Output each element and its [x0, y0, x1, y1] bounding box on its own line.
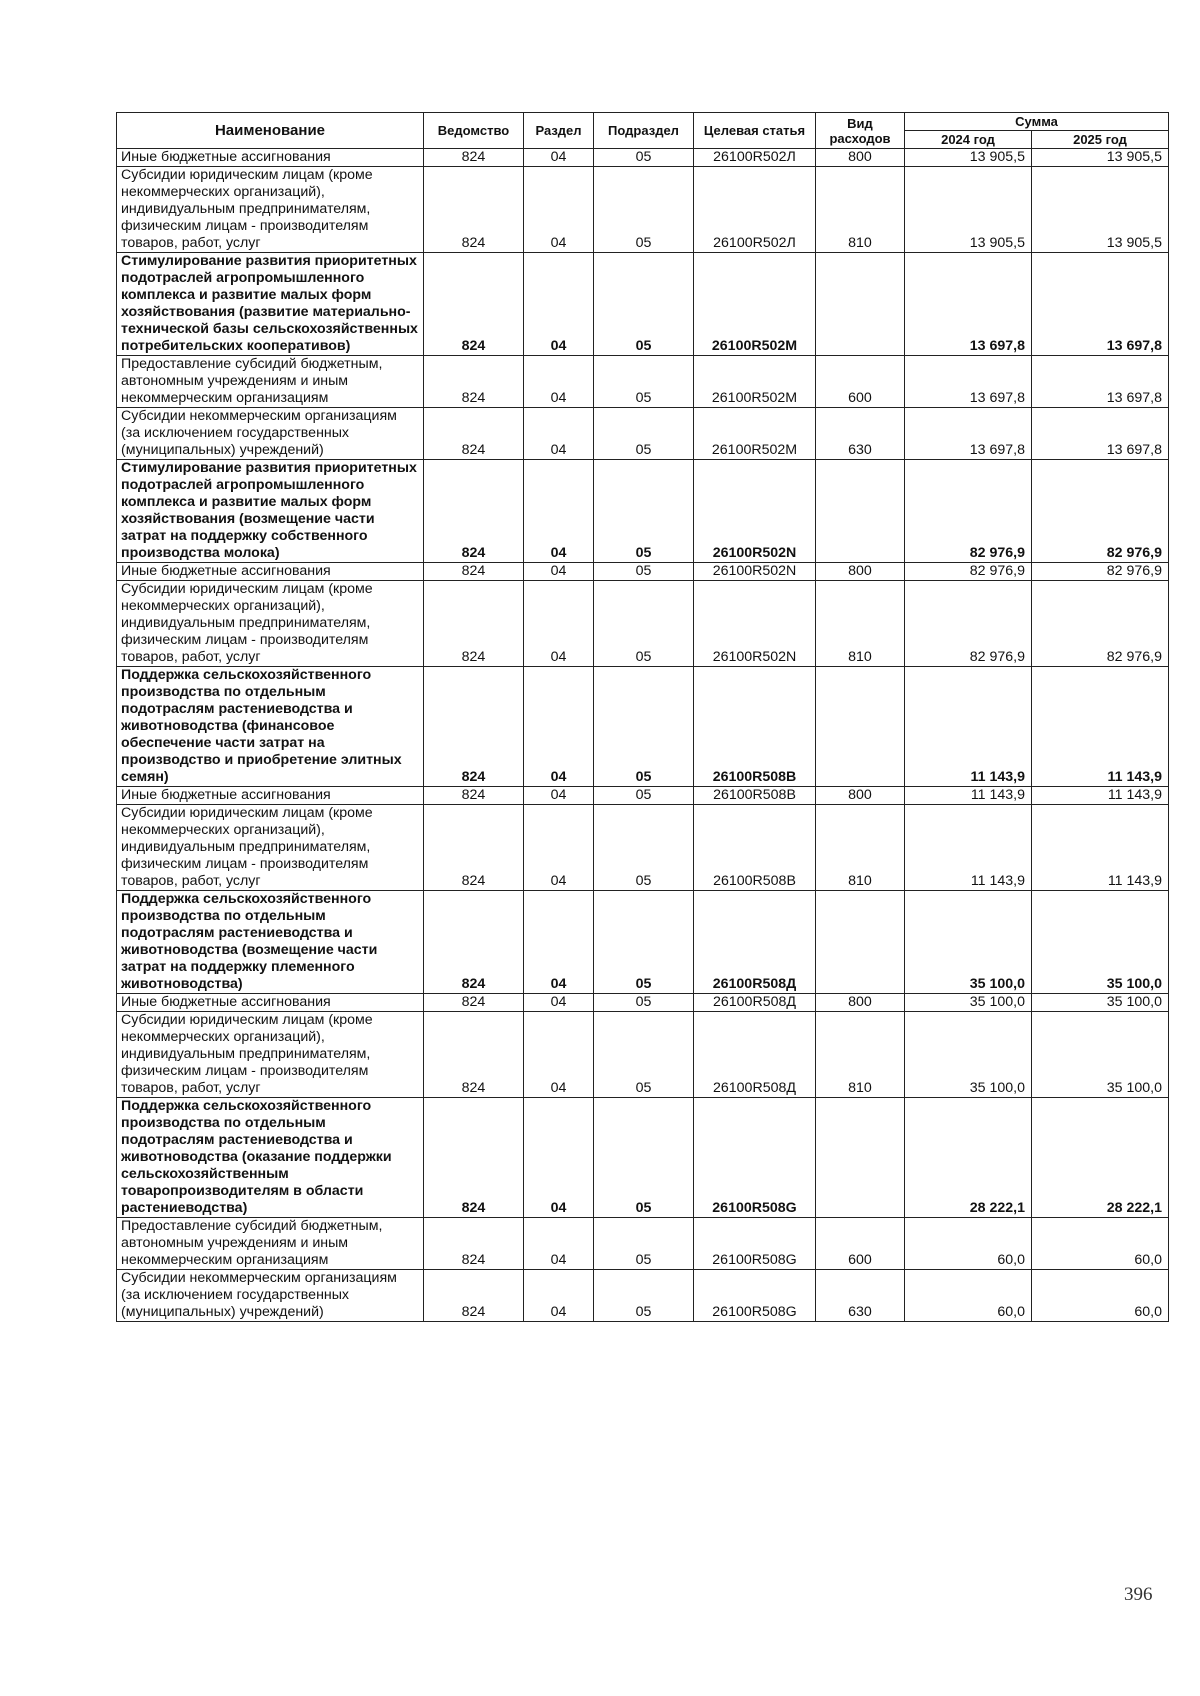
cell-section: 04 — [524, 1098, 594, 1218]
cell-department: 824 — [424, 994, 524, 1012]
cell-sum-2025: 11 143,9 — [1032, 667, 1169, 787]
header-department: Ведомство — [424, 113, 524, 149]
cell-expense-type: 800 — [816, 563, 905, 581]
table-header — [117, 113, 1169, 149]
cell-target-article: 26100R508B — [694, 805, 816, 891]
table-row — [117, 891, 1169, 994]
cell-department: 824 — [424, 1270, 524, 1322]
table-row — [117, 167, 1169, 253]
header-expense-type: Вид расходов — [816, 113, 905, 149]
cell-sum-2025: 35 100,0 — [1032, 1012, 1169, 1098]
cell-target-article: 26100R508B — [694, 787, 816, 805]
table-row — [117, 460, 1169, 563]
page-number: 396 — [1124, 1584, 1153, 1605]
cell-sum-2025: 60,0 — [1032, 1270, 1169, 1322]
cell-subsection: 05 — [594, 1270, 694, 1322]
cell-section: 04 — [524, 1270, 594, 1322]
cell-sum-2025: 13 697,8 — [1032, 356, 1169, 408]
cell-department: 824 — [424, 460, 524, 563]
cell-target-article: 26100R502N — [694, 581, 816, 667]
cell-expense-type: 800 — [816, 149, 905, 167]
cell-target-article: 26100R508B — [694, 667, 816, 787]
cell-name: Субсидии юридическим лицам (кроме некоммерческих организаций), индивидуальным предпринимателям, физическим лицам - производителям товаров, работ, услуг — [117, 167, 424, 253]
header-name: Наименование — [117, 113, 424, 149]
cell-target-article: 26100R508Д — [694, 891, 816, 994]
header-year-2025: 2025 год — [1032, 131, 1169, 149]
cell-department: 824 — [424, 408, 524, 460]
table-row — [117, 994, 1169, 1012]
cell-section: 04 — [524, 408, 594, 460]
cell-name: Субсидии юридическим лицам (кроме некоммерческих организаций), индивидуальным предпринимателям, физическим лицам - производителям товаров, работ, услуг — [117, 1012, 424, 1098]
cell-section: 04 — [524, 167, 594, 253]
cell-subsection: 05 — [594, 253, 694, 356]
table-row — [117, 356, 1169, 408]
cell-target-article: 26100R508Д — [694, 994, 816, 1012]
cell-section: 04 — [524, 667, 594, 787]
cell-expense-type: 630 — [816, 1270, 905, 1322]
cell-expense-type — [816, 667, 905, 787]
cell-department: 824 — [424, 356, 524, 408]
cell-sum-2024: 82 976,9 — [905, 563, 1032, 581]
cell-sum-2024: 13 905,5 — [905, 149, 1032, 167]
cell-expense-type: 810 — [816, 167, 905, 253]
cell-expense-type: 600 — [816, 356, 905, 408]
cell-subsection: 05 — [594, 356, 694, 408]
table-row — [117, 408, 1169, 460]
cell-department: 824 — [424, 805, 524, 891]
cell-department: 824 — [424, 1098, 524, 1218]
cell-target-article: 26100R502M — [694, 408, 816, 460]
cell-department: 824 — [424, 1012, 524, 1098]
cell-subsection: 05 — [594, 1218, 694, 1270]
cell-sum-2024: 60,0 — [905, 1218, 1032, 1270]
cell-expense-type: 600 — [816, 1218, 905, 1270]
table-row — [117, 667, 1169, 787]
cell-sum-2024: 35 100,0 — [905, 891, 1032, 994]
cell-subsection: 05 — [594, 805, 694, 891]
cell-target-article: 26100R508G — [694, 1270, 816, 1322]
cell-section: 04 — [524, 581, 594, 667]
cell-subsection: 05 — [594, 891, 694, 994]
cell-name: Предоставление субсидий бюджетным, автономным учреждениям и иным некоммерческим организациям — [117, 356, 424, 408]
header-target-article: Целевая статья — [694, 113, 816, 149]
cell-target-article: 26100R502Л — [694, 167, 816, 253]
cell-expense-type — [816, 891, 905, 994]
cell-expense-type: 800 — [816, 994, 905, 1012]
cell-subsection: 05 — [594, 167, 694, 253]
cell-sum-2025: 28 222,1 — [1032, 1098, 1169, 1218]
cell-sum-2025: 82 976,9 — [1032, 581, 1169, 667]
cell-target-article: 26100R508G — [694, 1218, 816, 1270]
cell-sum-2025: 13 905,5 — [1032, 149, 1169, 167]
cell-section: 04 — [524, 787, 594, 805]
cell-subsection: 05 — [594, 149, 694, 167]
budget-table — [116, 112, 1169, 1322]
table-row — [117, 1218, 1169, 1270]
cell-subsection: 05 — [594, 1098, 694, 1218]
table-row — [117, 1270, 1169, 1322]
cell-section: 04 — [524, 891, 594, 994]
cell-expense-type — [816, 460, 905, 563]
cell-subsection: 05 — [594, 563, 694, 581]
cell-department: 824 — [424, 167, 524, 253]
cell-name: Иные бюджетные ассигнования — [117, 787, 424, 805]
cell-name: Иные бюджетные ассигнования — [117, 149, 424, 167]
table-row — [117, 563, 1169, 581]
cell-sum-2025: 35 100,0 — [1032, 994, 1169, 1012]
cell-name: Поддержка сельскохозяйственного производства по отдельным подотраслям растениеводства и животноводства (возмещение части затрат на поддержку племенного животноводства) — [117, 891, 424, 994]
table-row — [117, 581, 1169, 667]
header-year-2024: 2024 год — [905, 131, 1032, 149]
cell-sum-2025: 11 143,9 — [1032, 805, 1169, 891]
cell-sum-2024: 82 976,9 — [905, 460, 1032, 563]
table-row — [117, 1012, 1169, 1098]
cell-sum-2024: 11 143,9 — [905, 805, 1032, 891]
cell-subsection: 05 — [594, 667, 694, 787]
cell-target-article: 26100R502M — [694, 356, 816, 408]
cell-name: Стимулирование развития приоритетных подотраслей агропромышленного комплекса и развитие малых форм хозяйствования (развитие материально-технической базы сельскохозяйственных потребительских кооперативов) — [117, 253, 424, 356]
cell-department: 824 — [424, 891, 524, 994]
cell-target-article: 26100R502Л — [694, 149, 816, 167]
cell-subsection: 05 — [594, 1012, 694, 1098]
cell-sum-2024: 13 697,8 — [905, 408, 1032, 460]
cell-section: 04 — [524, 1012, 594, 1098]
cell-expense-type: 800 — [816, 787, 905, 805]
cell-target-article: 26100R502M — [694, 253, 816, 356]
cell-sum-2024: 13 905,5 — [905, 167, 1032, 253]
cell-expense-type — [816, 253, 905, 356]
table-body — [117, 149, 1169, 1322]
cell-target-article: 26100R502N — [694, 563, 816, 581]
cell-subsection: 05 — [594, 460, 694, 563]
cell-department: 824 — [424, 787, 524, 805]
header-sum: Сумма — [905, 113, 1169, 131]
cell-section: 04 — [524, 356, 594, 408]
cell-subsection: 05 — [594, 581, 694, 667]
cell-subsection: 05 — [594, 787, 694, 805]
cell-sum-2025: 82 976,9 — [1032, 460, 1169, 563]
cell-name: Субсидии юридическим лицам (кроме некоммерческих организаций), индивидуальным предпринимателям, физическим лицам - производителям товаров, работ, услуг — [117, 805, 424, 891]
cell-department: 824 — [424, 253, 524, 356]
cell-section: 04 — [524, 805, 594, 891]
cell-name: Субсидии юридическим лицам (кроме некоммерческих организаций), индивидуальным предпринимателям, физическим лицам - производителям товаров, работ, услуг — [117, 581, 424, 667]
cell-name: Иные бюджетные ассигнования — [117, 994, 424, 1012]
cell-department: 824 — [424, 1218, 524, 1270]
cell-department: 824 — [424, 667, 524, 787]
cell-expense-type: 810 — [816, 805, 905, 891]
cell-sum-2024: 60,0 — [905, 1270, 1032, 1322]
cell-section: 04 — [524, 994, 594, 1012]
cell-name: Поддержка сельскохозяйственного производства по отдельным подотраслям растениеводства и животноводства (оказание поддержки сельскохозяйственным товаропроизводителям в области растениеводства) — [117, 1098, 424, 1218]
cell-expense-type — [816, 1098, 905, 1218]
table-row — [117, 253, 1169, 356]
cell-sum-2025: 13 697,8 — [1032, 253, 1169, 356]
cell-sum-2025: 35 100,0 — [1032, 891, 1169, 994]
cell-sum-2025: 11 143,9 — [1032, 787, 1169, 805]
cell-sum-2024: 28 222,1 — [905, 1098, 1032, 1218]
cell-sum-2024: 11 143,9 — [905, 667, 1032, 787]
header-subsection: Подраздел — [594, 113, 694, 149]
cell-expense-type: 810 — [816, 581, 905, 667]
cell-name: Поддержка сельскохозяйственного производства по отдельным подотраслям растениеводства и животноводства (финансовое обеспечение части затрат на производство и приобретение элитных семян) — [117, 667, 424, 787]
cell-section: 04 — [524, 149, 594, 167]
cell-expense-type: 630 — [816, 408, 905, 460]
cell-expense-type: 810 — [816, 1012, 905, 1098]
cell-sum-2024: 35 100,0 — [905, 1012, 1032, 1098]
table-row — [117, 805, 1169, 891]
cell-sum-2024: 13 697,8 — [905, 253, 1032, 356]
cell-subsection: 05 — [594, 994, 694, 1012]
cell-sum-2024: 82 976,9 — [905, 581, 1032, 667]
cell-department: 824 — [424, 563, 524, 581]
cell-subsection: 05 — [594, 408, 694, 460]
cell-name: Стимулирование развития приоритетных подотраслей агропромышленного комплекса и развитие малых форм хозяйствования (возмещение части затрат на поддержку собственного производства молока) — [117, 460, 424, 563]
cell-name: Субсидии некоммерческим организациям (за исключением государственных (муниципальных) учреждений) — [117, 1270, 424, 1322]
header-section: Раздел — [524, 113, 594, 149]
cell-section: 04 — [524, 460, 594, 563]
cell-sum-2025: 82 976,9 — [1032, 563, 1169, 581]
cell-department: 824 — [424, 149, 524, 167]
cell-name: Иные бюджетные ассигнования — [117, 563, 424, 581]
cell-target-article: 26100R502N — [694, 460, 816, 563]
cell-sum-2024: 13 697,8 — [905, 356, 1032, 408]
cell-name: Субсидии некоммерческим организациям (за исключением государственных (муниципальных) учреждений) — [117, 408, 424, 460]
cell-sum-2025: 13 697,8 — [1032, 408, 1169, 460]
table-row — [117, 1098, 1169, 1218]
cell-department: 824 — [424, 581, 524, 667]
cell-section: 04 — [524, 1218, 594, 1270]
table-row — [117, 149, 1169, 167]
cell-section: 04 — [524, 563, 594, 581]
cell-sum-2024: 35 100,0 — [905, 994, 1032, 1012]
cell-name: Предоставление субсидий бюджетным, автономным учреждениям и иным некоммерческим организациям — [117, 1218, 424, 1270]
cell-sum-2024: 11 143,9 — [905, 787, 1032, 805]
cell-sum-2025: 13 905,5 — [1032, 167, 1169, 253]
cell-target-article: 26100R508Д — [694, 1012, 816, 1098]
table-row — [117, 787, 1169, 805]
cell-section: 04 — [524, 253, 594, 356]
cell-sum-2025: 60,0 — [1032, 1218, 1169, 1270]
cell-target-article: 26100R508G — [694, 1098, 816, 1218]
